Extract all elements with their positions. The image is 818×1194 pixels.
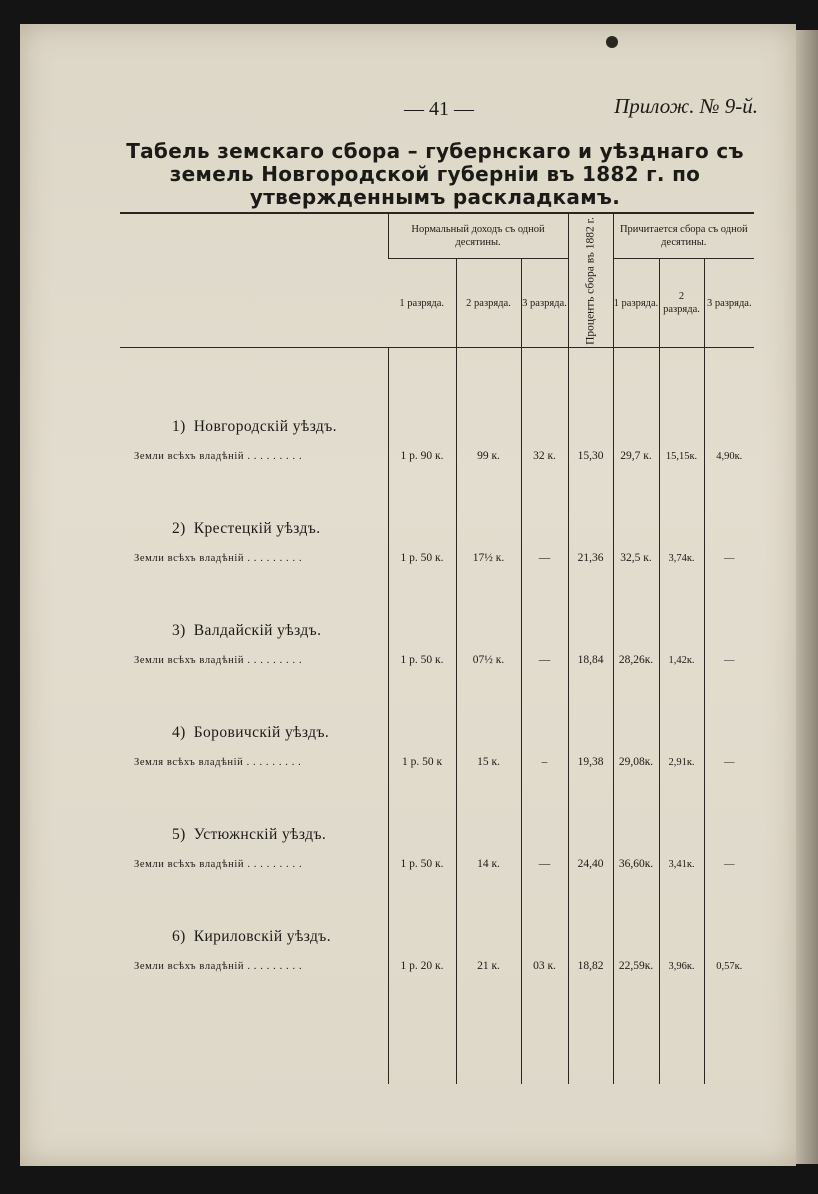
district-name: 6) Кириловскій уѣздъ. [172, 928, 331, 945]
income-cat3: 03 к. [521, 950, 568, 982]
appendix-label: Прилож. № 9-й. [614, 94, 758, 118]
ink-stain [606, 36, 618, 48]
income-cat1: 1 р. 90 к. [388, 440, 456, 472]
due-cat3: — [704, 848, 754, 880]
district-name: 5) Устюжнскій уѣздъ. [172, 826, 327, 843]
district-row [120, 810, 754, 848]
income-cat3: — [521, 644, 568, 676]
due-cat3: — [704, 542, 754, 574]
due-cat3: 4,90к. [704, 440, 754, 472]
income-cat3: 32 к. [521, 440, 568, 472]
page-number: — 41 — [404, 98, 474, 120]
due-cat3: — [704, 644, 754, 676]
income-cat2: 14 к. [456, 848, 521, 880]
table-row [120, 440, 754, 472]
header-blank [120, 213, 388, 348]
header-due1: 1 разряда. [613, 259, 659, 348]
document-title: Табель земскаго сбора – губернскаго и уѣзднаго съ земель Новгородской губерніи въ 1882 г. по утвержденнымъ раскладкамъ. [126, 139, 744, 209]
lands-label: Земли всѣхъ владѣній . . . . . . . . . [134, 654, 303, 666]
due-cat3: — [704, 746, 754, 778]
due-cat2: 15,15к. [659, 440, 704, 472]
header-cat2: 2 разряда. [456, 259, 521, 348]
percent-value: 19,38 [568, 746, 613, 778]
page-edge [796, 30, 818, 1164]
table-spacer [120, 348, 754, 403]
due-cat3: 0,57к. [704, 950, 754, 982]
header-due: Причитается сбора съ одной десятины. [613, 213, 754, 259]
percent-value: 18,84 [568, 644, 613, 676]
lands-label: Земли всѣхъ владѣній . . . . . . . . . [134, 450, 303, 462]
due-cat1: 36,60к. [613, 848, 659, 880]
due-cat1: 29,08к. [613, 746, 659, 778]
header-cat1: 1 разряда. [388, 259, 456, 348]
due-cat2: 1,42к. [659, 644, 704, 676]
due-cat1: 22,59к. [613, 950, 659, 982]
lands-label: Земли всѣхъ владѣній . . . . . . . . . [134, 960, 303, 972]
income-cat1: 1 р. 50 к. [388, 848, 456, 880]
percent-value: 18,82 [568, 950, 613, 982]
district-name: 3) Валдайскій уѣздъ. [172, 622, 322, 639]
percent-value: 15,30 [568, 440, 613, 472]
district-row [120, 504, 754, 542]
tax-table [120, 212, 754, 1084]
due-cat2: 2,91к. [659, 746, 704, 778]
due-cat1: 28,26к. [613, 644, 659, 676]
district-name: 1) Новгородскій уѣздъ. [172, 418, 337, 435]
district-name: 4) Боровичскій уѣздъ. [172, 724, 330, 741]
lands-label: Земля всѣхъ владѣній . . . . . . . . . [134, 756, 302, 768]
district-row [120, 912, 754, 950]
header-normal-income: Нормальный доходъ съ одной десятины. [388, 213, 568, 259]
lands-label: Земли всѣхъ владѣній . . . . . . . . . [134, 552, 303, 564]
income-cat2: 17½ к. [456, 542, 521, 574]
income-cat2: 07½ к. [456, 644, 521, 676]
district-row [120, 606, 754, 644]
table-row [120, 644, 754, 676]
header-due2: 2 разряда. [659, 259, 704, 348]
percent-value: 21,36 [568, 542, 613, 574]
district-name: 2) Крестецкій уѣздъ. [172, 520, 321, 537]
header-percent: Процентъ сбора въ 1882 г. [568, 213, 613, 348]
income-cat3: — [521, 542, 568, 574]
income-cat2: 99 к. [456, 440, 521, 472]
income-cat1: 1 р. 50 к [388, 746, 456, 778]
income-cat2: 15 к. [456, 746, 521, 778]
income-cat1: 1 р. 50 к. [388, 644, 456, 676]
income-cat3: — [521, 848, 568, 880]
table-row [120, 542, 754, 574]
table-row [120, 746, 754, 778]
lands-label: Земли всѣхъ владѣній . . . . . . . . . [134, 858, 303, 870]
due-cat1: 29,7 к. [613, 440, 659, 472]
income-cat1: 1 р. 20 к. [388, 950, 456, 982]
header-cat3: 3 разряда. [521, 259, 568, 348]
due-cat2: 3,96к. [659, 950, 704, 982]
table-row [120, 950, 754, 982]
due-cat2: 3,41к. [659, 848, 704, 880]
header-due3: 3 разряда. [704, 259, 754, 348]
income-cat3: – [521, 746, 568, 778]
percent-value: 24,40 [568, 848, 613, 880]
district-row [120, 708, 754, 746]
due-cat2: 3,74к. [659, 542, 704, 574]
district-row [120, 402, 754, 440]
due-cat1: 32,5 к. [613, 542, 659, 574]
income-cat1: 1 р. 50 к. [388, 542, 456, 574]
table-row [120, 848, 754, 880]
income-cat2: 21 к. [456, 950, 521, 982]
